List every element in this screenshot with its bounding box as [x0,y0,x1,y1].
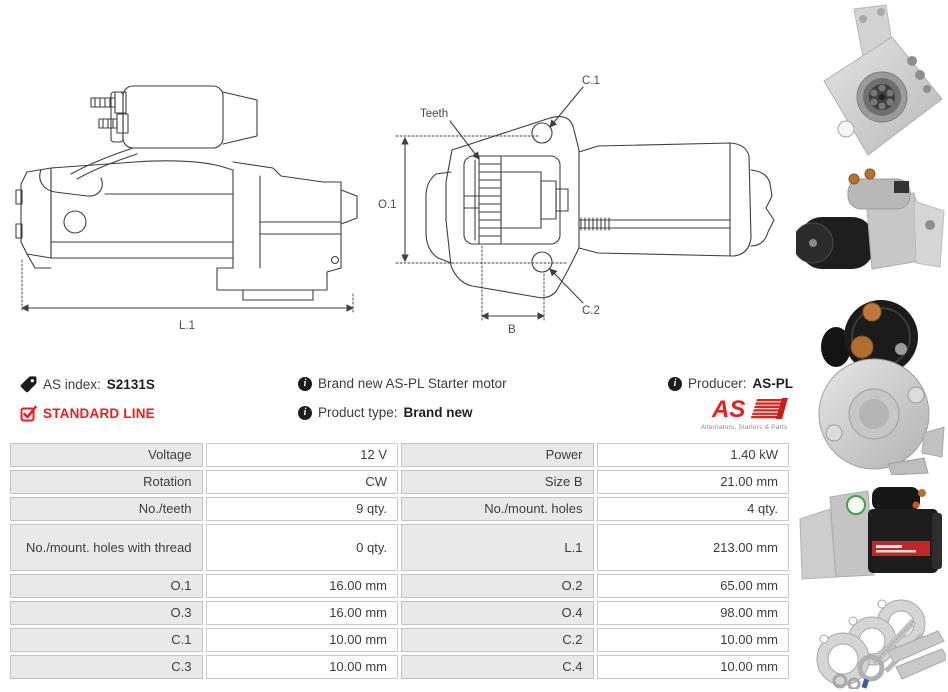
spec-value: 21.00 mm [597,470,790,494]
as-pl-logo [698,396,790,431]
technical-drawing-side-view [5,72,380,342]
spec-value: 10.00 mm [597,655,790,679]
as-pl-logo-icon [700,396,788,420]
producer-row [668,376,793,391]
checkbox-checked-icon [20,405,37,422]
label-o1: O.1 [378,199,397,211]
label-teeth: Teeth [420,108,449,120]
tag-icon [20,376,37,393]
spec-table [10,443,789,679]
brand-new-text: Brand new AS-PL Starter motor [318,376,507,391]
as-index-value: S2131S [106,377,155,392]
producer-value: AS-PL [752,376,794,391]
product-type-value: Brand new [403,405,473,420]
table-row [10,470,789,494]
spec-label: Voltage [10,443,203,467]
product-photo-starter-rear-solenoid-view [796,287,946,475]
table-row [10,574,789,598]
spec-value: 16.00 mm [206,574,399,598]
spec-value: CW [206,470,399,494]
spec-label: No./mount. holes [401,497,594,521]
label-c2: C.2 [582,305,600,317]
brand-new-row [298,376,507,391]
logo-tagline: Alternators, Starters & Parts [700,424,788,431]
spec-value: 213.00 mm [597,524,790,571]
label-c1: C.1 [582,75,600,87]
product-type-row [298,405,473,420]
spec-label: O.3 [10,601,203,625]
spec-value: 98.00 mm [597,601,790,625]
product-photo-gasket-and-hardware-kit [796,591,946,689]
spec-value: 10.00 mm [206,628,399,652]
spec-value: 16.00 mm [206,601,399,625]
product-photo-mounting-flange-front-view [796,3,946,161]
product-photo-starter-side-view [796,481,946,585]
spec-label: Size B [401,470,594,494]
spec-label: Rotation [10,470,203,494]
product-type-label: Product type: [318,405,398,420]
standard-line-label: STANDARD LINE [43,406,155,421]
spec-value: 10.00 mm [206,655,399,679]
spec-label: C.4 [401,655,594,679]
spec-value: 12 V [206,443,399,467]
table-row [10,497,789,521]
technical-drawing-top-view [378,60,790,338]
table-row [10,443,789,467]
spec-value: 4 qty. [597,497,790,521]
table-row [10,655,789,679]
product-photo-column [793,0,948,692]
dim-label-l1: L.1 [179,320,195,332]
standard-line-row [20,405,155,422]
table-row [10,601,789,625]
spec-label: No./teeth [10,497,203,521]
spec-label: O.4 [401,601,594,625]
spec-value: 1.40 kW [597,443,790,467]
spec-value: 65.00 mm [597,574,790,598]
spec-label: C.3 [10,655,203,679]
spec-value: 0 qty. [206,524,399,571]
spec-label: O.1 [10,574,203,598]
as-index-row [20,376,155,393]
info-icon: i [668,377,682,391]
spec-label: C.2 [401,628,594,652]
producer-label: Producer: [688,376,747,391]
label-b: B [508,324,516,336]
spec-label: O.2 [401,574,594,598]
table-row [10,628,789,652]
spec-label: L.1 [401,524,594,571]
spec-label: C.1 [10,628,203,652]
spec-label: Power [401,443,594,467]
info-icon: i [298,377,312,391]
spec-label: No./mount. holes with thread [10,524,203,571]
logo-text: AS [712,396,746,420]
as-index-label: AS index: [43,377,101,392]
product-photo-starter-three-quarter-view [796,167,946,281]
info-icon: i [298,406,312,420]
spec-value: 9 qty. [206,497,399,521]
table-row [10,524,789,571]
spec-value: 10.00 mm [597,628,790,652]
